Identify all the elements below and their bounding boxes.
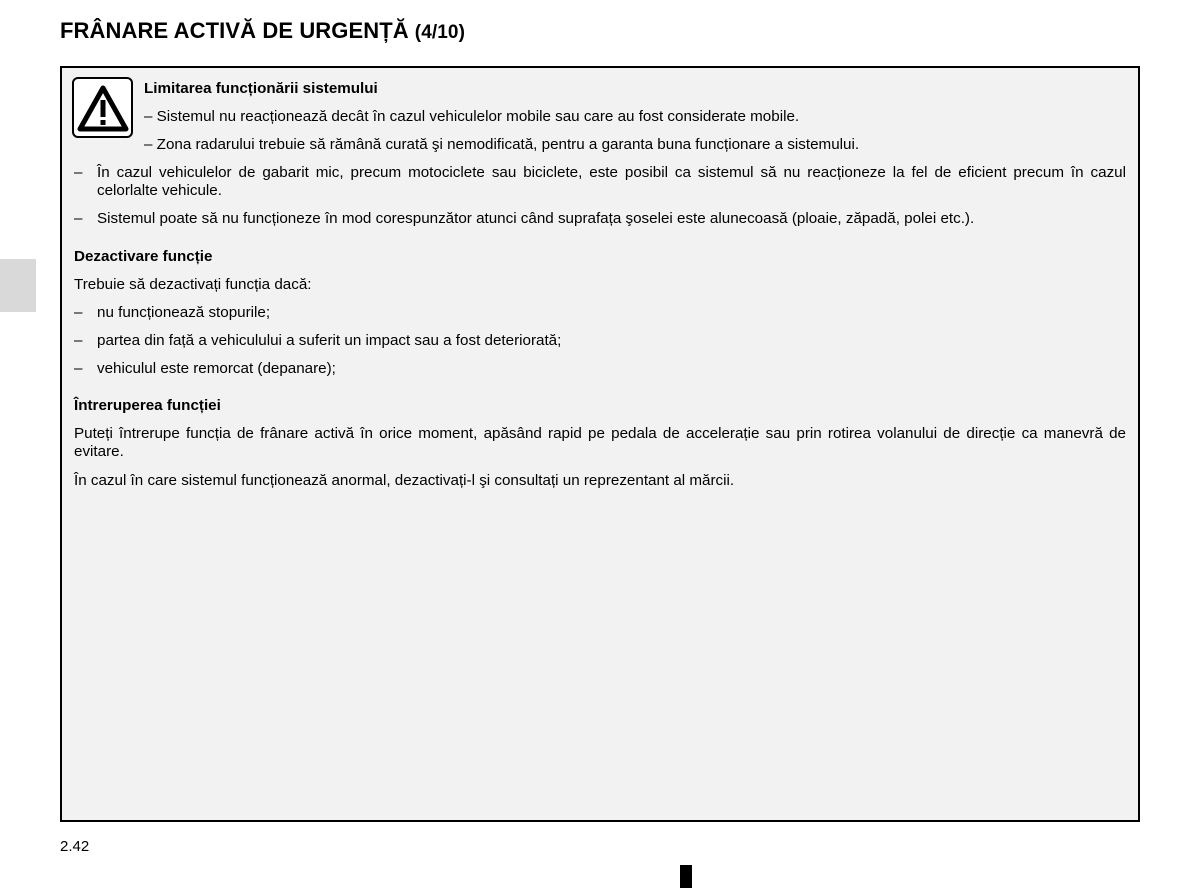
warning-triangle-icon xyxy=(72,77,133,138)
list-item xyxy=(74,304,1126,322)
bullet-dash: – xyxy=(74,210,83,227)
limitation-item-2: – Zona radarului trebuie să rămână curată şi nemodificată, pentru a garanta buna funcționare a sistemului. xyxy=(144,136,860,153)
list-item xyxy=(74,164,1126,200)
list-item xyxy=(74,210,1126,228)
chapter-tab xyxy=(0,259,36,312)
interruption-paragraph: Puteți întrerupe funcția de frânare activă în orice moment, apăsând rapid pe pedala de accelerație sau prin rotirea volanului de direcție ca manevră de evitare. xyxy=(74,425,1126,460)
deactivation-heading: Dezactivare funcție xyxy=(74,248,213,265)
list-item xyxy=(74,360,1126,378)
deactivation-intro: Trebuie să dezactivați funcția dacă: xyxy=(74,276,312,293)
bullet-text: partea din față a vehiculului a suferit un impact sau a fost deteriorată; xyxy=(97,332,562,349)
interruption-heading: Întreruperea funcției xyxy=(74,397,221,414)
bullet-dash: – xyxy=(74,332,83,349)
list-item xyxy=(74,332,1126,350)
limitation-item-1: – Sistemul nu reacționează decât în cazul vehiculelor mobile sau care au fost considerate mobile. xyxy=(144,108,800,125)
bullet-dash: – xyxy=(74,164,83,181)
malfunction-paragraph: În cazul în care sistemul funcționează anormal, dezactivați-l şi consultați un reprezentant al mărcii. xyxy=(74,472,735,489)
page-number: 2.42 xyxy=(60,838,90,855)
limitation-heading: Limitarea funcționării sistemului xyxy=(144,80,378,97)
warning-box xyxy=(60,66,1140,822)
bullet-dash: – xyxy=(74,304,83,321)
bullet-text: În cazul vehiculelor de gabarit mic, precum motociclete sau biciclete, este posibil ca sistemul să nu reacționeze la fel de eficient precum în cazul celorlalte vehicule. xyxy=(97,164,1126,199)
page-title xyxy=(60,18,465,44)
bullet-text: Sistemul poate să nu funcționeze în mod corespunzător atunci când suprafața şoselei este alunecoasă (ploaie, zăpadă, polei etc.). xyxy=(97,210,975,227)
crop-mark xyxy=(680,865,692,888)
bullet-dash: – xyxy=(74,360,83,377)
page-counter: (4/10) xyxy=(414,22,466,43)
bullet-text: nu funcționează stopurile; xyxy=(97,304,271,321)
title-text: FRÂNARE ACTIVĂ DE URGENȚĂ xyxy=(60,18,409,43)
bullet-text: vehiculul este remorcat (depanare); xyxy=(97,360,336,377)
